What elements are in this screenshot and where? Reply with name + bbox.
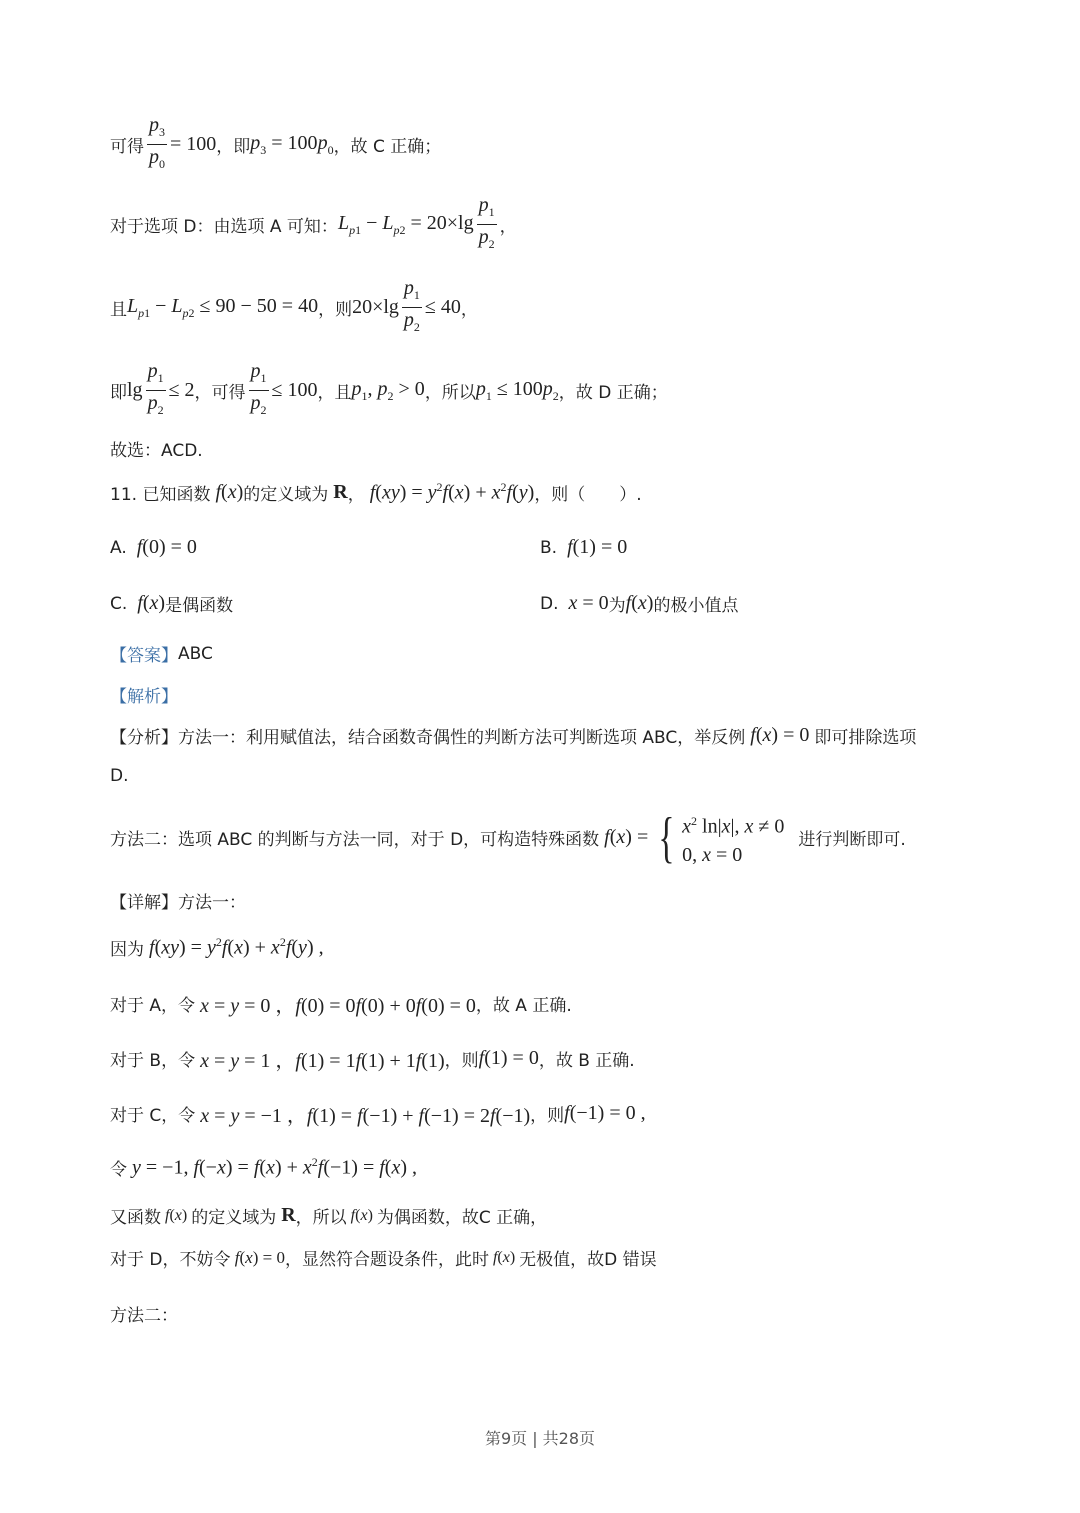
analysis-line-2: D. xyxy=(110,766,129,786)
detail-line xyxy=(110,888,246,913)
formula: f(x) xyxy=(350,1206,377,1224)
for-b-line xyxy=(110,1044,635,1073)
formula: f(x) = 0 xyxy=(234,1247,285,1267)
formula: f(x) xyxy=(215,481,244,503)
method2-heading: 方法二： xyxy=(110,1306,178,1326)
formula: ≤ 100 xyxy=(271,379,318,401)
text: ，即 xyxy=(216,137,251,157)
text: 对于选项 D：由选项 A 可知： xyxy=(110,217,338,237)
text: 11. 已知函数 xyxy=(110,485,211,505)
formula: f(x) xyxy=(625,592,654,614)
answer-line xyxy=(110,641,213,666)
derivation-line-1 xyxy=(110,113,441,176)
formula: x = y = 0 ，f(0) = 0f(0) + 0f(0) = 0 xyxy=(200,995,476,1017)
text: 的定义域为 xyxy=(243,485,329,505)
formula: $L_{p1} - L_{p2} \le 90 - 50 = 40$ xyxy=(127,294,319,320)
text: ，故 D 正确； xyxy=(558,383,668,403)
formula: f(0) = 0 xyxy=(136,536,197,558)
formula: f(x) xyxy=(165,1206,192,1224)
formula: $L_{p1} - L_{p2} = 20\times\lg$ xyxy=(337,211,474,237)
option-label: A. xyxy=(110,537,127,558)
detail-label: 【详解】 xyxy=(110,893,178,913)
piecewise-function: { $x^2$ ln|x|, x ≠ 0 0, x = 0 xyxy=(658,806,785,869)
analysis-tag-line xyxy=(110,682,178,707)
text: 无极值，故D 错误 xyxy=(519,1250,657,1270)
text: 的定义域为 xyxy=(191,1208,277,1228)
formula: f(1) = 0 xyxy=(567,536,628,558)
text: ，故 B 正确. xyxy=(538,1051,635,1071)
answer-value: ABC xyxy=(178,643,213,664)
fraction-p1-p2: $\frac{p_1}{p_2}$ xyxy=(147,360,164,417)
text: ， xyxy=(499,217,517,237)
formula: f(−1) = 0 , xyxy=(564,1102,646,1124)
because-line xyxy=(110,935,324,960)
text: 对于 A，令 xyxy=(110,996,196,1016)
formula: y = −1, $f(-x) = f(x) + x^2f(-1) = f(x)$ , xyxy=(132,1155,418,1179)
text: 的极小值点 xyxy=(653,596,739,616)
formula: x = y = −1 ，f(1) = f(−1) + f(−1) = 2f(−1) xyxy=(200,1105,531,1127)
analysis-line-1 xyxy=(110,723,916,748)
option-d xyxy=(540,591,738,616)
choice-line: 故选：ACD. xyxy=(110,441,203,461)
text: ，则 xyxy=(318,300,353,320)
analysis-label: 【分析】 xyxy=(110,728,178,748)
derivation-line-3 xyxy=(110,276,478,339)
text: 对于 B，令 xyxy=(110,1051,196,1071)
for-a-line xyxy=(110,989,572,1018)
formula: ≤ 40 xyxy=(424,296,461,318)
option-label: B. xyxy=(540,537,558,558)
option-label: C. xyxy=(110,593,128,614)
text: 令 xyxy=(110,1160,127,1180)
formula: 20×lg xyxy=(352,296,399,318)
analysis-tag: 【解析】 xyxy=(110,687,178,707)
also-line xyxy=(110,1203,547,1228)
fraction-p1-p2: $\frac{p_1}{p_2}$ xyxy=(403,277,420,334)
text: 为偶函数，故C 正确， xyxy=(376,1208,548,1228)
text: 为 xyxy=(608,596,626,616)
option-label: D. xyxy=(540,593,559,614)
text: 方法一：利用赋值法，结合函数奇偶性的判断方法可判断选项 ABC，举反例 xyxy=(178,728,746,748)
text: ， xyxy=(347,485,365,505)
formula: f(x) = xyxy=(604,826,654,849)
text: ，所以 xyxy=(295,1208,347,1228)
formula: $p_1$, $p_2 > 0$ xyxy=(351,377,425,403)
formula: x = 0 xyxy=(568,592,609,614)
text: ，且 xyxy=(317,383,352,403)
formula: f(x) xyxy=(137,592,166,614)
formula: R xyxy=(333,481,348,503)
formula: f(x) = 0 xyxy=(750,724,815,746)
text: 即 xyxy=(110,383,127,403)
text: ，所以 xyxy=(424,383,476,403)
derivation-line-2 xyxy=(110,193,517,256)
option-b xyxy=(540,536,627,559)
text: ， xyxy=(460,300,478,320)
let-line xyxy=(110,1155,417,1180)
formula: ≤ 2 xyxy=(168,379,195,401)
text: ，则 xyxy=(530,1106,565,1126)
page-footer: 第9页 | 共28页 xyxy=(484,1429,596,1448)
text: 进行判断即可. xyxy=(798,830,906,851)
formula: = 100 xyxy=(170,133,217,155)
formula: f(1) = 0 xyxy=(478,1047,539,1069)
derivation-line-4 xyxy=(110,359,668,422)
formula: lg xyxy=(127,379,143,401)
option-a xyxy=(110,536,197,559)
text: ，显然符合题设条件，此时 xyxy=(284,1250,489,1270)
text: ，可得 xyxy=(194,383,246,403)
fraction-p1-p2: $\frac{p_1}{p_2}$ xyxy=(250,360,267,417)
formula: $p_3 = 100p_0$ xyxy=(250,131,334,157)
fraction-p3-p0: $\frac{p_3}{p_0}$ xyxy=(149,114,165,171)
text: ，故 C 正确； xyxy=(333,137,442,157)
text: 即可排除选项 xyxy=(814,728,917,748)
text: 又函数 xyxy=(110,1208,161,1228)
formula: $f(xy) = y^2f(x) + x^2f(y)$ xyxy=(369,480,535,504)
method2-line xyxy=(110,807,906,869)
text: 对于 C，令 xyxy=(110,1106,196,1126)
text: 方法二：选项 ABC 的判断与方法一同，对于 D，可构造特殊函数 xyxy=(110,830,600,851)
for-d-line xyxy=(110,1245,657,1270)
option-c xyxy=(110,591,233,616)
question-11 xyxy=(110,480,642,505)
text: 且 xyxy=(110,300,127,320)
formula: x = y = 1 ，f(1) = 1f(1) + 1f(1) xyxy=(200,1050,445,1072)
fraction-p1-p2: $\frac{p_1}{p_2}$ xyxy=(478,194,495,251)
text: ，则 xyxy=(444,1051,479,1071)
text: ，则（ ）. xyxy=(534,485,642,505)
text: ，故 A 正确. xyxy=(475,996,572,1016)
for-c-line xyxy=(110,1099,646,1128)
text: 是偶函数 xyxy=(165,596,234,616)
formula: R xyxy=(281,1204,296,1226)
text: 因为 xyxy=(110,940,144,960)
text: 可得 xyxy=(110,137,144,157)
text: 方法一： xyxy=(178,893,246,913)
text: 对于 D，不妨令 xyxy=(110,1250,231,1270)
formula: f(x) xyxy=(492,1248,520,1266)
formula: $f(xy) = y^2f(x) + x^2f(y)$ , xyxy=(149,935,324,959)
answer-tag: 【答案】 xyxy=(110,646,178,666)
formula: $p_1 \le 100p_2$ xyxy=(475,377,559,403)
